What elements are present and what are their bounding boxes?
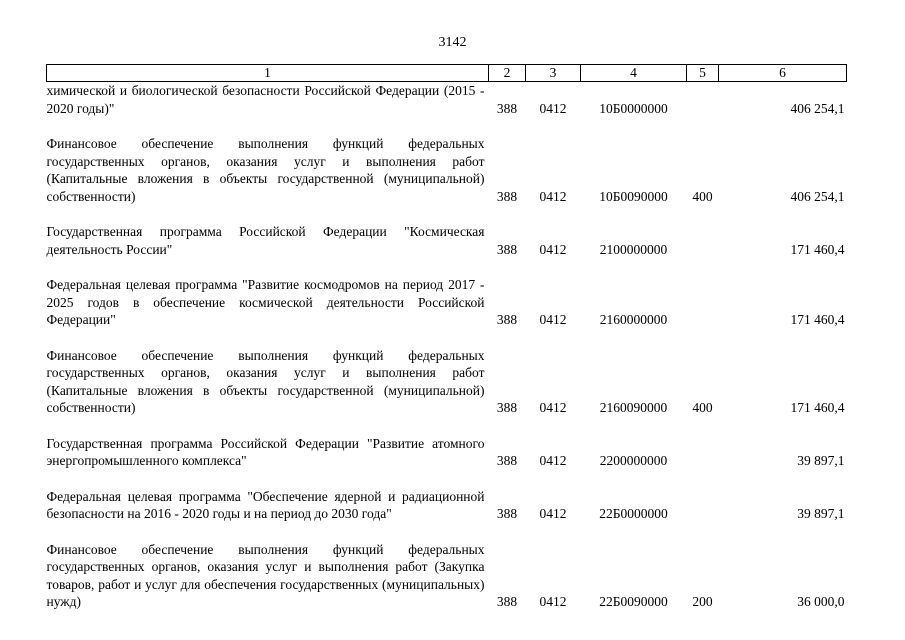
row-amount: 171 460,4	[790, 241, 845, 257]
column-header-1: 1	[47, 65, 489, 82]
table-row	[47, 347, 847, 417]
column-header-5: 5	[687, 65, 719, 82]
row-amount: 36 000,0	[797, 594, 845, 609]
row-expense-type: 200	[692, 594, 713, 609]
row-section: 0412	[539, 506, 567, 521]
row-target-article: 10Б0000000	[599, 100, 668, 116]
row-section: 0412	[539, 594, 567, 609]
row-amount: 171 460,4	[790, 312, 845, 327]
row-target-article: 2100000000	[599, 241, 668, 257]
row-ministry: 388	[496, 188, 518, 204]
row-name: Финансовое обеспечение выполнения функций федеральных государственных органов, оказания услуг и выполнения работ (Закупка товаров, работ и услуг для обеспечения государственных (муниципальных) нужд)	[46, 541, 485, 609]
column-header-2: 2	[489, 65, 526, 82]
row-amount: 39 897,1	[797, 506, 845, 521]
table-row	[47, 82, 847, 118]
row-expense-type: 400	[692, 188, 713, 204]
row-name: Государственная программа Российской Федерации "Развитие атомного энергопромышленного комплекса"	[46, 435, 485, 468]
row-name: Федеральная целевая программа "Обеспечение ядерной и радиационной безопасности на 2016 - 2020 годы и на период до 2030 года"	[46, 488, 485, 521]
column-header-3: 3	[526, 65, 581, 82]
table-header-row	[47, 65, 847, 82]
page-number: 3142	[438, 35, 467, 50]
row-ministry: 388	[496, 100, 518, 116]
row-target-article: 2160090000	[599, 400, 668, 415]
table-row	[47, 435, 847, 470]
table-row	[47, 541, 847, 611]
row-expense-type	[687, 82, 719, 118]
table-row	[47, 276, 847, 329]
row-section: 0412	[539, 400, 567, 415]
row-section: 0412	[539, 453, 567, 468]
row-target-article: 2160000000	[599, 312, 668, 327]
row-ministry: 388	[496, 453, 518, 468]
row-target-article: 2200000000	[599, 453, 668, 468]
column-header-4: 4	[581, 65, 687, 82]
row-ministry: 388	[496, 594, 518, 609]
row-amount: 171 460,4	[790, 400, 845, 415]
row-ministry: 388	[496, 400, 518, 415]
row-expense-type	[687, 435, 719, 470]
table-row	[47, 223, 847, 258]
row-section: 0412	[539, 241, 567, 257]
row-name: Финансовое обеспечение выполнения функций федеральных государственных органов, оказания услуг и выполнения работ (Капитальные вложения в объекты государственной (муниципальной) собственности)	[46, 136, 485, 204]
row-target-article: 22Б0000000	[599, 506, 668, 521]
row-section: 0412	[539, 100, 567, 116]
table-row	[47, 135, 847, 205]
row-name: Федеральная целевая программа "Развитие космодромов на период 2017 - 2025 годов в обеспечение космической деятельности Российской Федерации"	[46, 277, 485, 327]
column-header-6: 6	[719, 65, 847, 82]
row-expense-type	[687, 488, 719, 523]
row-ministry: 388	[496, 506, 518, 521]
row-section: 0412	[539, 188, 567, 204]
row-ministry: 388	[496, 241, 518, 257]
row-expense-type	[687, 223, 719, 258]
row-name: Финансовое обеспечение выполнения функций федеральных государственных органов, оказания услуг и выполнения работ (Капитальные вложения в объекты государственной (муниципальной) собственности)	[46, 347, 485, 415]
row-expense-type: 400	[692, 400, 713, 415]
budget-table	[46, 64, 847, 611]
row-ministry: 388	[496, 312, 518, 327]
row-target-article: 10Б0090000	[599, 188, 668, 204]
row-expense-type	[687, 276, 719, 329]
row-target-article: 22Б0090000	[599, 594, 668, 609]
row-amount: 39 897,1	[797, 453, 845, 468]
table-row	[47, 488, 847, 523]
row-amount: 406 254,1	[790, 188, 845, 204]
row-name: химической и биологической безопасности Российской Федерации (2015 - 2020 годы)"	[46, 83, 485, 116]
row-section: 0412	[539, 312, 567, 327]
row-name: Государственная программа Российской Федерации "Космическая деятельность России"	[46, 224, 485, 257]
row-amount: 406 254,1	[790, 100, 845, 116]
